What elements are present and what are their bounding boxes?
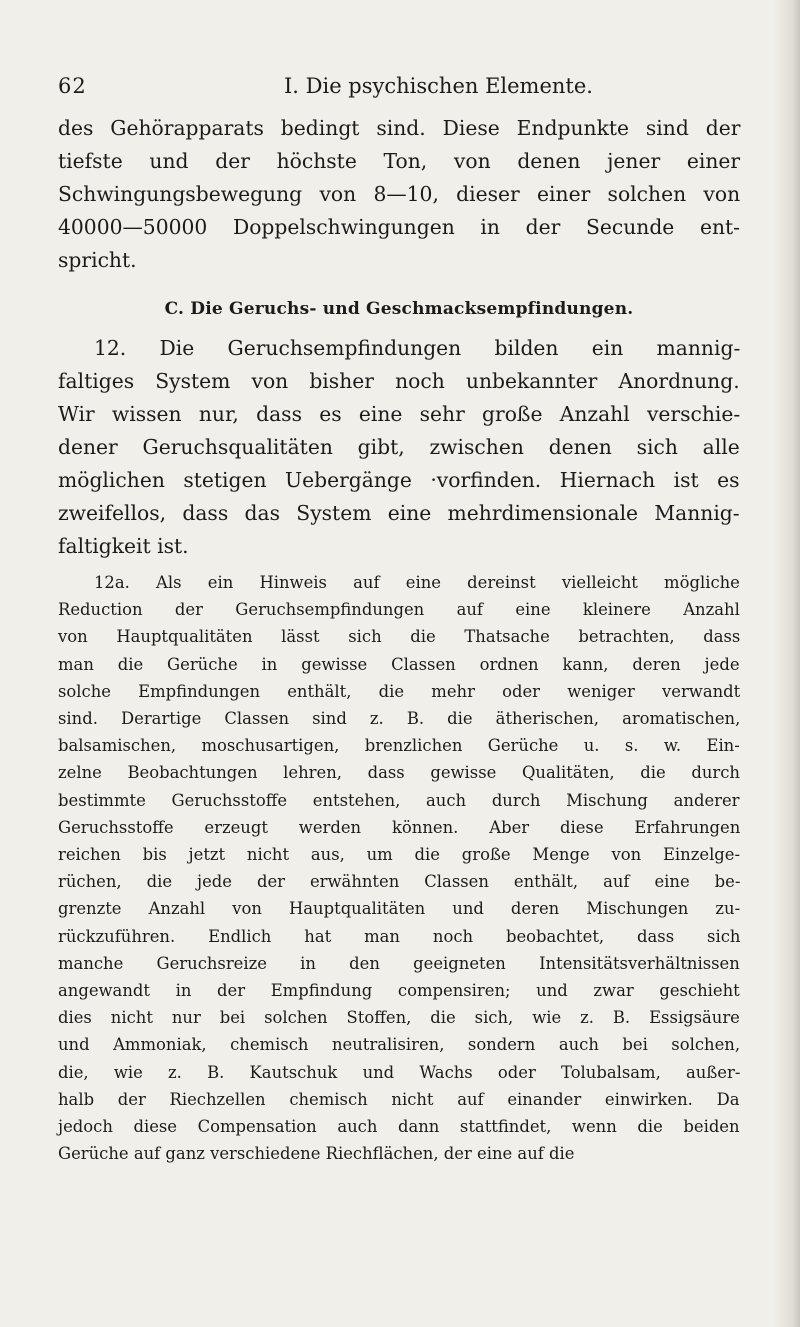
text-line: jedoch diese Compensation auch dann stattfindet, wenn die beiden <box>58 1117 740 1137</box>
text-line: zweifellos, dass das System eine mehrdimensionale Mannig- <box>58 501 740 525</box>
text-line: balsamischen, moschusartigen, brenzlichen Gerüche u. s. w. Ein- <box>58 736 740 756</box>
text-line: dener Geruchsqualitäten gibt, zwischen denen sich alle <box>58 435 740 459</box>
text-line: 40000—50000 Doppelschwingungen in der Secunde ent- <box>58 215 741 239</box>
text-line: Schwingungsbewegung von 8—10, dieser einer solchen von <box>58 182 741 206</box>
text-line: und Ammoniak, chemisch neutralisiren, sondern auch bei solchen, <box>58 1035 741 1055</box>
paragraph-12 <box>58 332 740 563</box>
text-line: rüchen, die jede der erwähnten Classen enthält, auf eine be- <box>58 872 741 892</box>
text-line: solche Empfindungen enthält, die mehr oder weniger verwandt <box>58 681 741 701</box>
text-line: die, wie z. B. Kautschuk und Wachs oder Tolubalsam, außer- <box>58 1062 741 1082</box>
text-line: 12. Die Geruchsempfindungen bilden ein mannig- <box>94 336 741 360</box>
text-line: rückzuführen. Endlich hat man noch beobachtet, dass sich <box>58 926 741 946</box>
text-line: Geruchsstoffe erzeugt werden können. Aber diese Erfahrungen <box>58 817 741 837</box>
text-line: tiefste und der höchste Ton, von denen jener einer <box>58 149 741 173</box>
page-number: 62 <box>58 74 87 98</box>
running-head <box>58 74 740 112</box>
text-line: grenzte Anzahl von Hauptqualitäten und deren Mischungen zu- <box>58 899 741 919</box>
text-line: Gerüche auf ganz verschiedene Riechflächen, der eine auf die <box>58 1144 575 1164</box>
book-page <box>58 74 740 1167</box>
text-line: 12a. Als ein Hinweis auf eine dereinst vielleicht mögliche <box>94 573 740 592</box>
paragraph-12a <box>58 569 740 1167</box>
text-line: reichen bis jetzt nicht aus, um die große Menge von Einzelge- <box>58 845 741 865</box>
text-line: sind. Derartige Classen sind z. B. die ätherischen, aromatischen, <box>58 709 741 729</box>
text-line: möglichen stetigen Uebergänge ·vorfinden. Hiernach ist es <box>58 468 740 492</box>
top-paragraph <box>58 112 740 277</box>
text-line: zelne Beobachtungen lehren, dass gewisse Qualitäten, die durch <box>58 763 740 783</box>
text-line: spricht. <box>58 248 137 272</box>
section-heading: C. Die Geruchs- und Geschmacksempfindungen. <box>164 299 634 319</box>
text-line: angewandt in der Empfindung compensiren; und zwar geschieht <box>58 981 740 1001</box>
text-line: Reduction der Geruchsempfindungen auf eine kleinere Anzahl <box>58 600 740 620</box>
text-line: faltiges System von bisher noch unbekannter Anordnung. <box>58 369 740 393</box>
text-line: des Gehörapparats bedingt sind. Diese Endpunkte sind der <box>58 116 741 140</box>
text-line: bestimmte Geruchsstoffe entstehen, auch durch Mischung anderer <box>58 790 740 810</box>
page-edge-shadow <box>774 0 800 1327</box>
text-line: halb der Riechzellen chemisch nicht auf einander einwirken. Da <box>58 1089 740 1109</box>
text-line: Wir wissen nur, dass es eine sehr große Anzahl verschie- <box>58 402 741 426</box>
text-line: man die Gerüche in gewisse Classen ordnen kann, deren jede <box>58 654 740 674</box>
text-line: manche Geruchsreize in den geeigneten Intensitätsverhältnissen <box>58 953 740 973</box>
text-line: dies nicht nur bei solchen Stoffen, die sich, wie z. B. Essigsäure <box>58 1008 740 1028</box>
running-title: I. Die psychischen Elemente. <box>284 74 593 98</box>
text-line: von Hauptqualitäten lässt sich die Thatsache betrachten, dass <box>58 627 741 647</box>
text-line: faltigkeit ist. <box>58 534 189 558</box>
